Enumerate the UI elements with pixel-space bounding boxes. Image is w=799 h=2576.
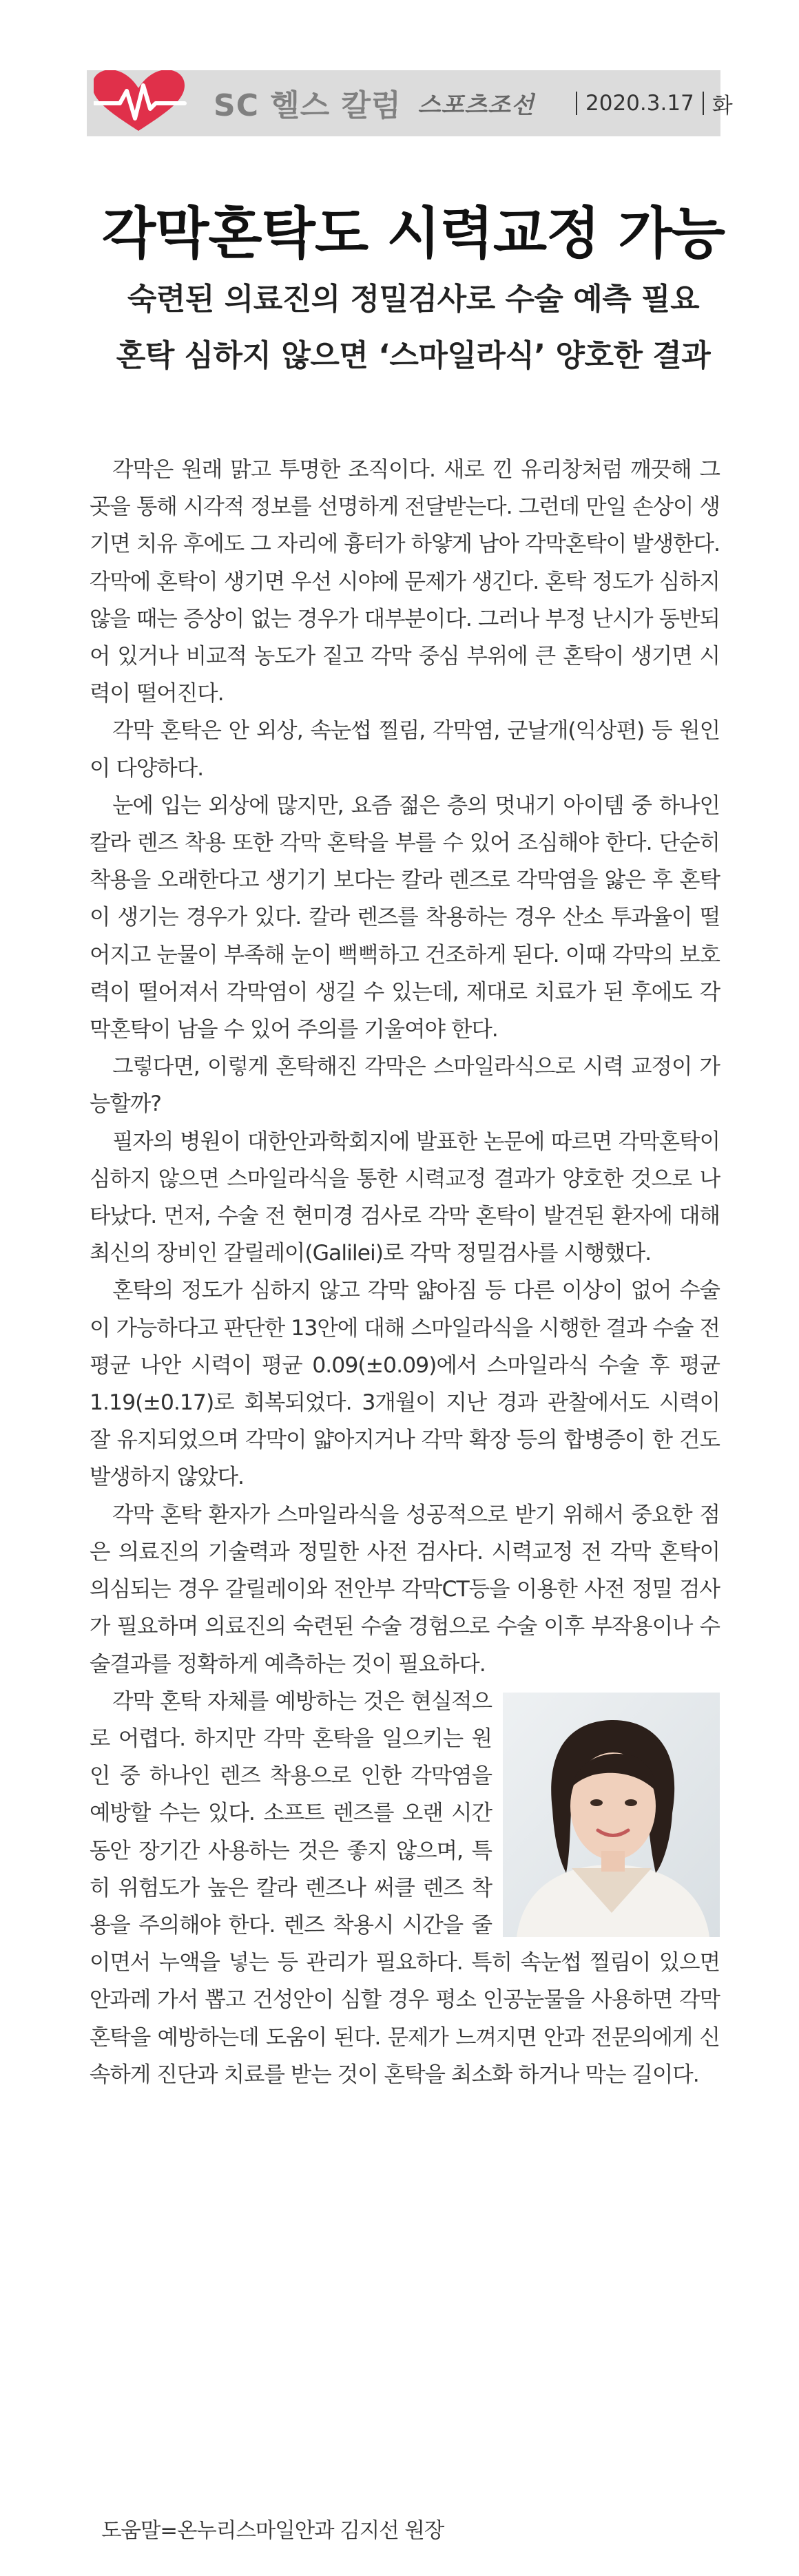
heart-pulse-icon bbox=[87, 70, 190, 136]
paragraph: 각막 혼탁은 안 외상, 속눈썹 찔림, 각막염, 군날개(익상편) 등 원인이 다양하다. bbox=[90, 718, 720, 781]
issue-date bbox=[576, 87, 733, 120]
date-text: 2020.3.17 bbox=[585, 91, 694, 116]
column-title bbox=[214, 81, 535, 124]
paragraph: 필자의 병원이 대한안과학회지에 발표한 논문에 따르면 각막혼탁이 심하지 않으면 스마일라식을 통한 시력교정 결과가 양호한 것으로 나타났다. 먼저, 수술 전 현미경 검사로 각막 혼탁이 발견된 환자에 대해 최신의 장비인 갈릴레이(Galilei)로 각막 정밀검사를 시행했다. bbox=[90, 1129, 720, 1266]
photo-caption: 도움말=온누리스마일안과 김지선 원장 bbox=[101, 2519, 444, 2543]
paragraph: 혼탁의 정도가 심하지 않고 각막 얇아짐 등 다른 이상이 없어 수술이 가능하다고 판단한 13안에 대해 스마일라식을 시행한 결과 수술 전 평균 나안 시력이 평균 0.09(±0.09)에서 스마일라식 수술 후 평균 1.19(±0.17)로 회복되었다. 3개월이 지난 경과 관찰에서도 시력이 잘 유지되었으며 각막이 얇아지거나 각막 확장 등의 합병증이 한 건도 발생하지 않았다. bbox=[90, 1278, 720, 1490]
column-label: SC 헬스 칼럼 bbox=[214, 88, 402, 123]
newspaper-brand: 스포츠조선 bbox=[417, 91, 535, 119]
weekday-text: 화 bbox=[712, 93, 733, 118]
divider bbox=[576, 92, 577, 115]
article-body bbox=[90, 451, 720, 2093]
paragraph: 각막 혼탁 환자가 스마일라식을 성공적으로 받기 위해서 중요한 점은 의료진의 기술력과 정밀한 사전 검사다. 시력교정 전 각막 혼탁이 의심되는 경우 갈릴레이와 전안부 각막CT등을 이용한 사전 정밀 검사가 필요하며 의료진의 숙련된 수술 경험으로 수술 이후 부작용이나 수술결과를 정확하게 예측하는 것이 필요하다. bbox=[90, 1502, 720, 1677]
author-photo bbox=[503, 1693, 720, 1937]
article-subheadline: 숙련된 의료진의 정밀검사로 수술 예측 필요 bbox=[127, 282, 700, 317]
article-headline: 각막혼탁도 시력교정 가능 bbox=[101, 201, 725, 266]
paragraph: 각막 혼탁 자체를 예방하는 것은 현실적으로 어렵다. 하지만 각막 혼탁을 일으키는 원인 중 하나인 렌즈 착용으로 인한 각막염을 예방할 수는 있다. 소프트 렌즈를 오랜 시간 동안 장기간 사용하는 것은 좋지 않으며, 특히 위험도가 높은 칼라 렌즈나 써클 렌즈 착용을 주의해야 한다. 렌즈 착용시 시간을 줄이면서 누액을 넣는 등 관리가 필요하다. 특히 속눈썹 찔림이 있으면 안과레 가서 뽑고 건성안이 심할 경우 평소 인공눈물을 사용하면 각막 혼탁을 예방하는데 도움이 된다. 문제가 느껴지면 안과 전문의에게 신속하게 진단과 치료를 받는 것이 혼탁을 최소화 하거나 막는 길이다. bbox=[90, 1688, 720, 2087]
paragraph: 그렇다면, 이렇게 혼탁해진 각막은 스마일라식으로 시력 교정이 가능할까? bbox=[90, 1054, 720, 1117]
divider bbox=[703, 92, 704, 115]
paragraph: 각막은 원래 맑고 투명한 조직이다. 새로 낀 유리창처럼 깨끗해 그곳을 통해 시각적 정보를 선명하게 전달받는다. 그런데 만일 손상이 생기면 치유 후에도 그 자리에 흉터가 하얗게 남아 각막혼탁이 발생한다. 각막에 혼탁이 생기면 우선 시야에 문제가 생긴다. 혼탁 정도가 심하지 않을 때는 증상이 없는 경우가 대부분이다. 그러나 부정 난시가 동반되어 있거나 비교적 농도가 짙고 각막 중심 부위에 큰 혼탁이 생기면 시력이 떨어진다. bbox=[90, 457, 720, 706]
article-subheadline: 혼탁 심하지 않으면 ‘스마일라식’ 양호한 결과 bbox=[116, 338, 711, 373]
paragraph: 눈에 입는 외상에 많지만, 요즘 젊은 층의 멋내기 아이템 중 하나인 칼라 렌즈 착용 또한 각막 혼탁을 부를 수 있어 조심해야 한다. 단순히 착용을 오래한다고 생기기 보다는 칼라 렌즈로 각막염을 앓은 후 혼탁이 생기는 경우가 있다. 칼라 렌즈를 착용하는 경우 산소 투과율이 떨어지고 눈물이 부족해 눈이 뻑뻑하고 건조하게 된다. 이때 각막의 보호력이 떨어져서 각막염이 생길 수 있는데, 제대로 치료가 된 후에도 각막혼탁이 남을 수 있어 주의를 기울여야 한다. bbox=[90, 793, 720, 1043]
